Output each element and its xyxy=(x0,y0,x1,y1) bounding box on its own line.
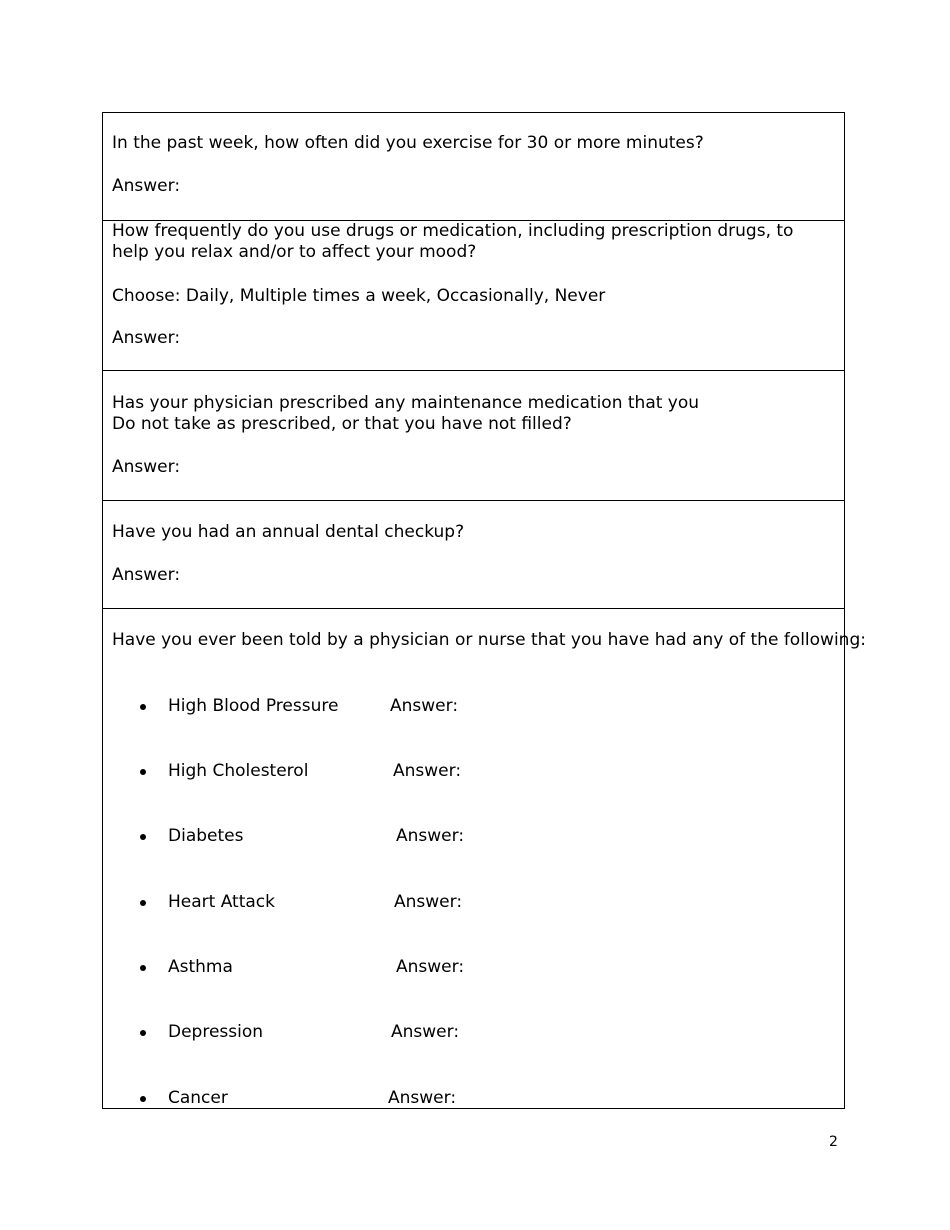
condition-label: High Blood Pressure xyxy=(168,696,339,716)
answer-label[interactable]: Answer: xyxy=(390,696,459,716)
condition-label: Diabetes xyxy=(168,826,244,846)
list-item xyxy=(103,825,844,847)
condition-label: Heart Attack xyxy=(168,892,275,912)
question-exercise xyxy=(103,113,844,221)
questionnaire-form xyxy=(102,112,866,1109)
list-item xyxy=(103,1021,844,1043)
condition-label: Cancer xyxy=(168,1088,228,1108)
bullet-icon xyxy=(140,834,146,840)
bullet-icon xyxy=(140,704,146,710)
question-text: Has your physician prescribed any maintenance medication that you xyxy=(112,393,700,413)
question-text: How frequently do you use drugs or medication, including prescription drugs, to xyxy=(112,221,794,241)
answer-label[interactable]: Answer: xyxy=(112,176,181,196)
condition-label: Depression xyxy=(168,1022,264,1042)
list-item xyxy=(103,760,844,782)
condition-label: High Cholesterol xyxy=(168,761,309,781)
conditions-section xyxy=(103,609,866,1108)
answer-label[interactable]: Answer: xyxy=(391,1022,460,1042)
list-item xyxy=(103,695,844,717)
bullet-icon xyxy=(140,900,146,906)
question-text: In the past week, how often did you exercise for 30 or more minutes? xyxy=(112,133,704,153)
condition-label: Asthma xyxy=(168,957,233,977)
question-text-line2: help you relax and/or to affect your mood? xyxy=(112,242,477,262)
bullet-icon xyxy=(140,769,146,775)
answer-label[interactable]: Answer: xyxy=(394,892,463,912)
list-item xyxy=(103,1087,844,1109)
answer-label[interactable]: Answer: xyxy=(393,761,462,781)
question-text-line2: Do not take as prescribed, or that you have not filled? xyxy=(112,414,572,434)
answer-label[interactable]: Answer: xyxy=(396,957,465,977)
list-item xyxy=(103,956,844,978)
question-text: Have you had an annual dental checkup? xyxy=(112,522,465,542)
answer-label[interactable]: Answer: xyxy=(112,328,181,348)
conditions-prompt: Have you ever been told by a physician or nurse that you have had any of the following: xyxy=(112,630,866,650)
question-drug-use xyxy=(103,221,844,371)
bullet-icon xyxy=(140,965,146,971)
bullet-icon xyxy=(140,1030,146,1036)
bullet-icon xyxy=(140,1096,146,1102)
list-item xyxy=(103,891,844,913)
page-number: 2 xyxy=(829,1134,838,1150)
answer-label[interactable]: Answer: xyxy=(112,457,181,477)
question-maintenance-medication xyxy=(103,371,844,501)
answer-label[interactable]: Answer: xyxy=(396,826,465,846)
answer-label[interactable]: Answer: xyxy=(112,565,181,585)
choices-text: Choose: Daily, Multiple times a week, Occasionally, Never xyxy=(112,286,606,306)
answer-label[interactable]: Answer: xyxy=(388,1088,457,1108)
question-dental-checkup xyxy=(103,501,844,609)
